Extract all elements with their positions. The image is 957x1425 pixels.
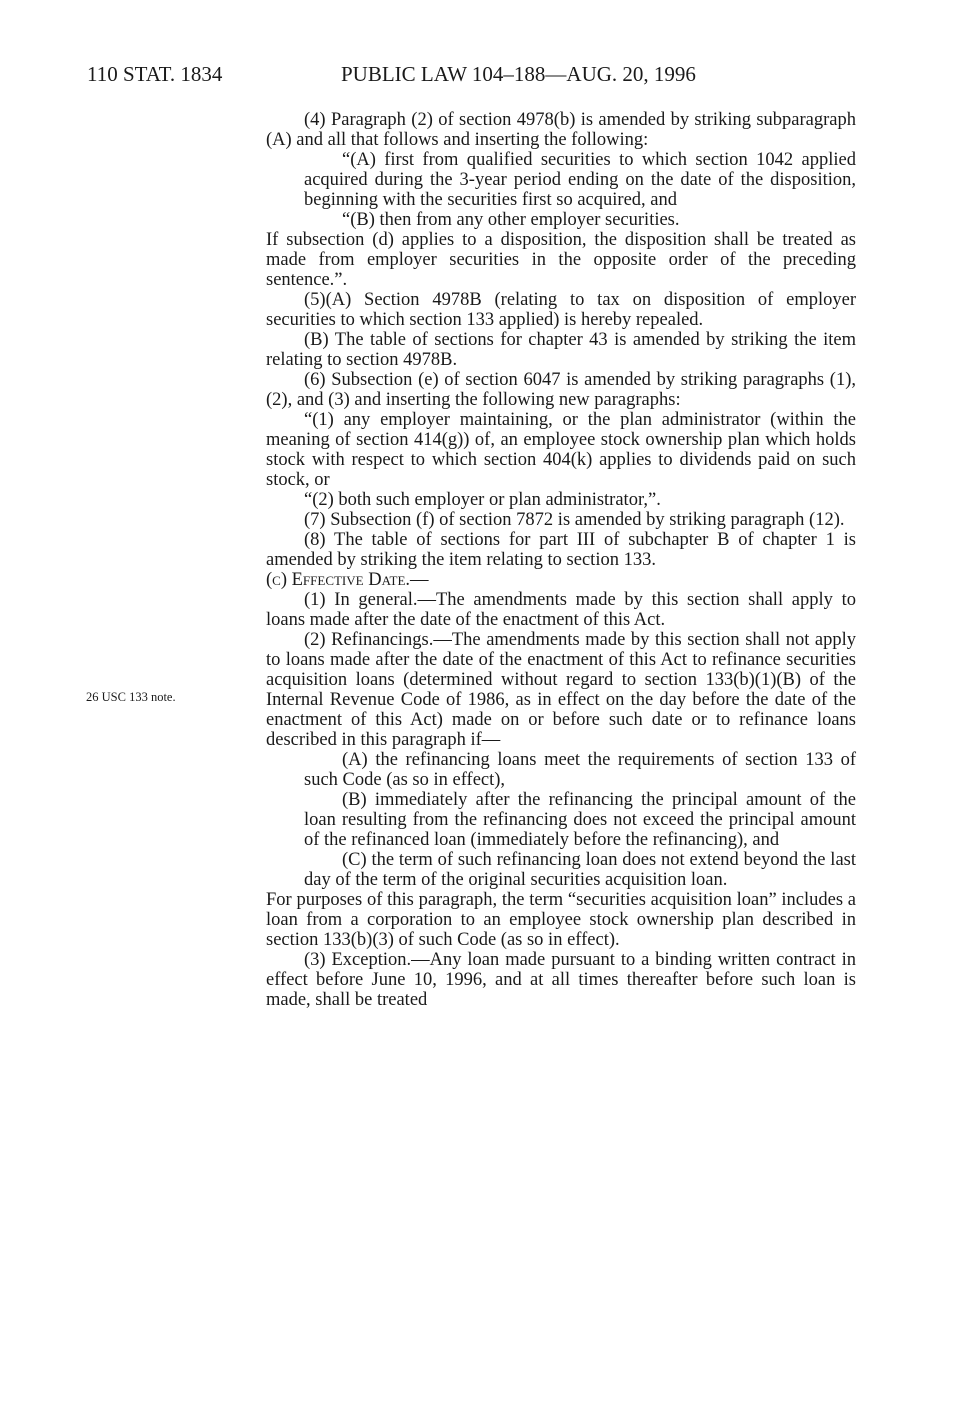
quoted-subparagraph-a: “(A) first from qualified securities to which section 1042 applied acquired during the 3-year period ending on the date of the disposition, beginning with the securities first so acquired, and bbox=[304, 150, 856, 210]
body-text bbox=[266, 110, 856, 1010]
refinancing-condition-b: (B) immediately after the refinancing the principal amount of the loan resulting from the refinancing does not exceed the principal amount of the refinanced loan (immediately before the refinancing), and bbox=[304, 790, 856, 850]
quoted-subparagraph-b: “(B) then from any other employer securities. bbox=[342, 210, 680, 230]
paragraph-6: (6) Subsection (e) of section 6047 is amended by striking paragraphs (1), (2), and (3) and inserting the following new paragraphs: bbox=[266, 370, 856, 410]
quoted-paragraph-1: “(1) any employer maintaining, or the plan administrator (within the meaning of section 414(g)) of, an employee stock ownership plan which holds stock with respect to which section 404(k) applies to dividends paid on such stock, or bbox=[266, 410, 856, 490]
definition-paragraph: For purposes of this paragraph, the term “securities acquisition loan” includes a loan from a corporation to an employee stock ownership plan described in section 133(b)(3) of such Code (as so in effect). bbox=[266, 890, 856, 950]
paragraph-8: (8) The table of sections for part III of subchapter B of chapter 1 is amended by striking the item relating to section 133. bbox=[266, 530, 856, 570]
statute-citation: 110 STAT. 1834 bbox=[87, 62, 223, 86]
flush-paragraph: If subsection (d) applies to a disposition, the disposition shall be treated as made from employer securities in the opposite order of the preceding sentence.”. bbox=[266, 230, 856, 290]
refinancing-condition-a: (A) the refinancing loans meet the requirements of section 133 of such Code (as so in effect), bbox=[304, 750, 856, 790]
paragraph-5b: (B) The table of sections for chapter 43 is amended by striking the item relating to section 4978B. bbox=[266, 330, 856, 370]
public-law-citation: PUBLIC LAW 104–188—AUG. 20, 1996 bbox=[341, 62, 696, 86]
refinancings: (2) Refinancings.—The amendments made by this section shall not apply to loans made after the date of the enactment of this Act to refinance securities acquisition loans (determined without regard to section 133(b)(1)(B) of the Internal Revenue Code of 1986, as in effect on the day before the date of the enactment of this Act) made on or before such date or to refinance loans described in this paragraph if— bbox=[266, 630, 856, 750]
quoted-paragraph-2: “(2) both such employer or plan administrator,”. bbox=[304, 490, 661, 510]
paragraph-5a: (5)(A) Section 4978B (relating to tax on disposition of employer securities to which section 133 applied) is hereby repealed. bbox=[266, 290, 856, 330]
paragraph-7: (7) Subsection (f) of section 7872 is amended by striking paragraph (12). bbox=[304, 510, 845, 530]
in-general: (1) In general.—The amendments made by this section shall apply to loans made after the date of the enactment of this Act. bbox=[266, 590, 856, 630]
paragraph-4: (4) Paragraph (2) of section 4978(b) is amended by striking subparagraph (A) and all that follows and inserting the following: bbox=[266, 110, 856, 150]
refinancing-condition-c: (C) the term of such refinancing loan does not extend beyond the last day of the term of the original securities acquisition loan. bbox=[304, 850, 856, 890]
effective-date-heading: (c) Effective Date.— bbox=[266, 570, 429, 590]
page-header bbox=[87, 62, 867, 92]
margin-note: 26 USC 133 note. bbox=[86, 690, 176, 704]
exception: (3) Exception.—Any loan made pursuant to a binding written contract in effect before June 10, 1996, and at all times thereafter before such loan is made, shall be treated bbox=[266, 950, 856, 1010]
